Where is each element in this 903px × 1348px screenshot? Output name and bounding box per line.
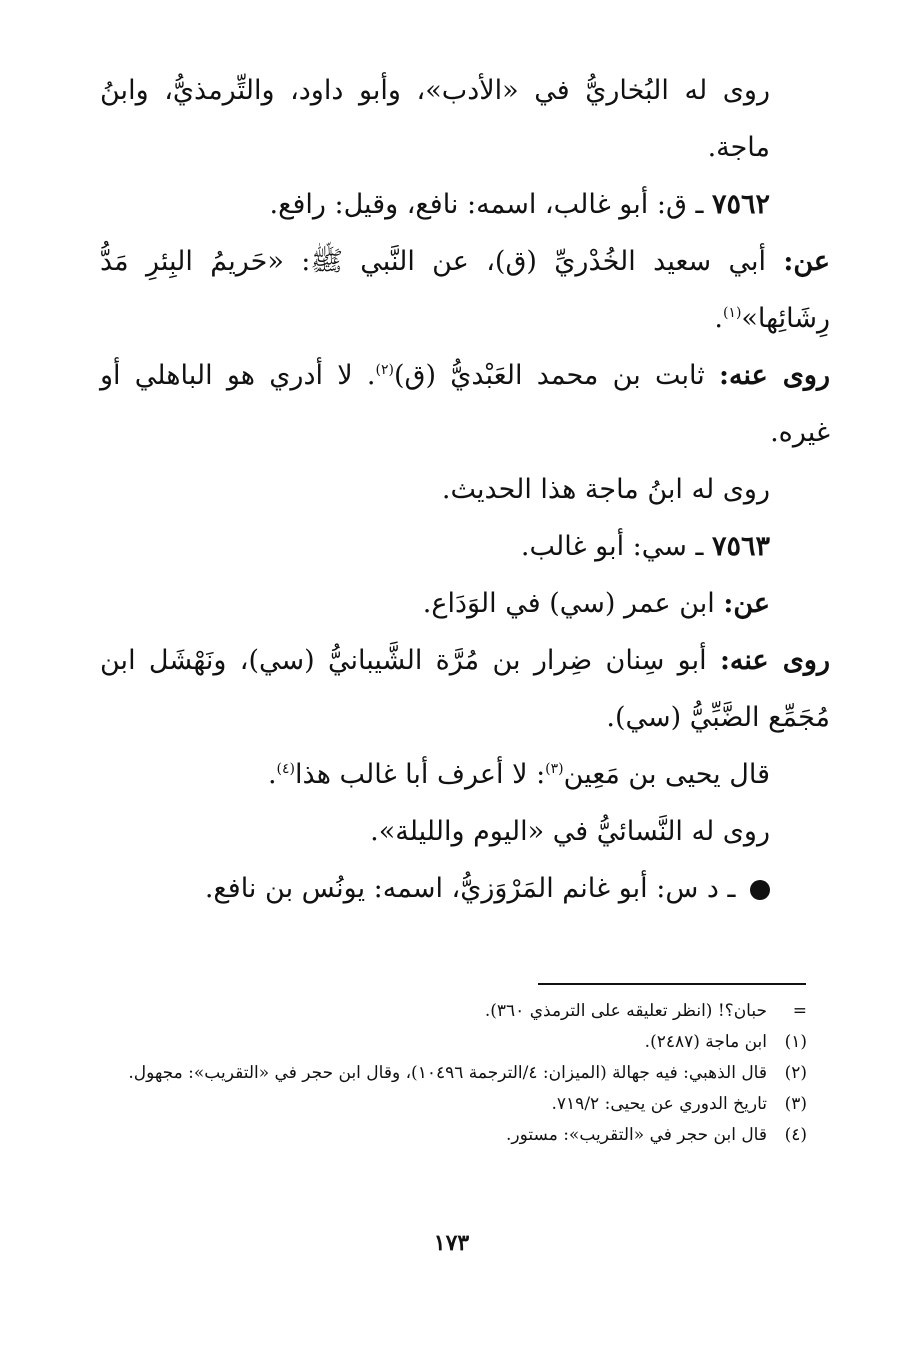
footnote-text: قال ابن حجر في «التقريب»: مستور. [506, 1125, 767, 1145]
entry-number: ٧٥٦٢ [711, 189, 770, 220]
main-text [100, 62, 830, 917]
footnote-mark: = [792, 1001, 807, 1021]
label-rawa-anhu: روى عنه: [719, 360, 831, 391]
footnote-3 [100, 1089, 815, 1120]
entry-number: ٧٥٦٣ [711, 531, 770, 562]
footnote-ref-2: (٢) [375, 362, 394, 378]
footnote-2 [100, 1058, 815, 1089]
bullet-icon [750, 880, 770, 900]
footnote-continued [100, 996, 815, 1027]
footnote-mark: (١) [784, 1032, 807, 1052]
footnote-ref-3: (٣) [545, 761, 564, 777]
label-an: عن: [723, 588, 770, 619]
paragraph-11: ـ د س: أبو غانم المَرْوَزيُّ، اسمه: يونُس بن نافع. [100, 860, 830, 917]
footnote-divider [538, 983, 806, 985]
paragraph-3: عن: أبي سعيد الخُدْريِّ (ق)، عن النَّبي ﷺ: «حَريمُ البِئرِ مَدُّ رِشَائِها»$^{(١)}$. [100, 246, 830, 334]
paragraph-9: قال يحيى بن مَعِين$^{(٣)}$: لا أعرف أبا غالب هذا$^{(٤)}$. [267, 759, 770, 790]
footnote-ref-4: (٤) [276, 761, 296, 777]
label-rawa-anhu: روى عنه: [719, 645, 830, 676]
footnote-text: حبان؟! (انظر تعليقه على الترمذي ٣٦٠). [484, 1001, 767, 1021]
footnote-mark: (٤) [784, 1125, 807, 1145]
footnote-mark: (٢) [784, 1063, 807, 1083]
paragraph-10: روى له النَّسائيُّ في «اليوم والليلة». [370, 816, 770, 847]
entry-7563: ٧٥٦٣ ـ سي: أبو غالب. [520, 531, 770, 562]
footnote-mark: (٣) [784, 1094, 807, 1114]
entry-7562: ٧٥٦٢ ـ ق: أبو غالب، اسمه: نافع، وقيل: رافع. [269, 189, 770, 220]
footnotes [100, 996, 815, 1151]
footnote-1 [100, 1027, 815, 1058]
paragraph-1: روى له البُخاريُّ في «الأدب»، وأبو داود، والتِّرمذيُّ، وابنُ ماجة. [100, 75, 770, 163]
paragraph-8: روى عنه: أبو سِنان ضِرار بن مُرَّة الشَّيبانيُّ (سي)، ونَهْشَل ابن مُجَمِّع الضَّبِّيُّ (سي). [100, 645, 830, 733]
footnote-text: قال الذهبي: فيه جهالة (الميزان: ٤/الترجمة ١٠٤٩٦)، وقال ابن حجر في «التقريب»: مجهول. [128, 1063, 767, 1083]
paragraph-7: عن: ابن عمر (سي) في الوَدَاع. [422, 588, 770, 619]
footnote-text: ابن ماجة (٢٤٨٧). [644, 1032, 767, 1052]
footnote-4 [100, 1120, 815, 1151]
footnote-ref-1: (١) [722, 305, 742, 321]
label-an: عن: [783, 246, 830, 277]
footnote-text: تاريخ الدوري عن يحيى: ٧١٩/٢. [551, 1094, 767, 1114]
page-number: ١٧٣ [433, 1230, 470, 1256]
paragraph-4: روى عنه: ثابت بن محمد العَبْديُّ (ق)$^{(٢)}$. لا أدري هو الباهلي أو غيره. [100, 360, 831, 448]
paragraph-5: روى له ابنُ ماجة هذا الحديث. [441, 474, 770, 505]
